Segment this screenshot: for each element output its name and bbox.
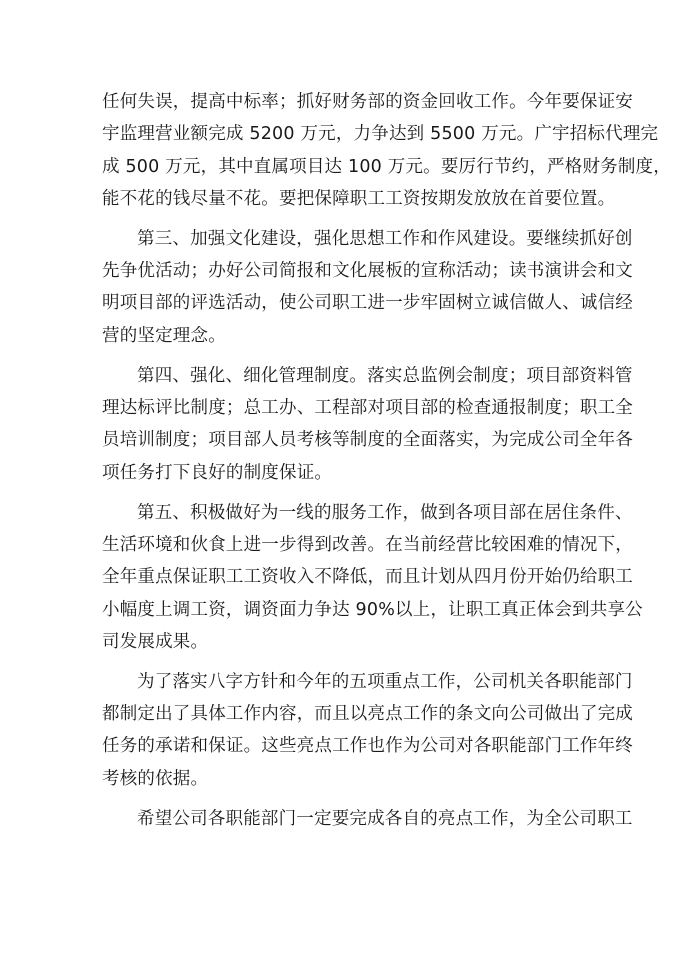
text-line: 成 500 万元，其中直属项目达 100 万元。要厉行节约，严格财务制度，	[102, 156, 671, 177]
text-line: 任务的承诺和保证。这些亮点工作也作为公司对各职能部门工作年终	[102, 736, 633, 757]
text-line: 能不花的钱尽量不花。要把保障职工工资按期发放放在首要位置。	[102, 188, 616, 209]
text-line: 生活环境和伙食上进一步得到改善。在当前经营比较困难的情况下，	[102, 534, 633, 555]
text-line: 司发展成果。	[102, 631, 209, 652]
text-line: 先争优活动；办好公司简报和文化展板的宣称活动；读书演讲会和文	[102, 261, 633, 282]
text-line: 员培训制度；项目部人员考核等制度的全面落实，为完成公司全年各	[102, 430, 633, 451]
text-line: 第五、积极做好为一线的服务工作，做到各项目部在居住条件、	[137, 502, 633, 523]
paragraph-frontline-service	[102, 497, 643, 658]
text-line: 任何失误，提高中标率；抓好财务部的资金回收工作。今年要保证安	[102, 92, 633, 112]
text-line: 项任务打下良好的制度保证。	[102, 462, 333, 483]
text-line: 希望公司各职能部门一定要完成各自的亮点工作，为全公司职工	[137, 808, 633, 829]
document-body	[102, 86, 671, 843]
paragraph-culture-building	[102, 223, 633, 352]
text-line: 第四、强化、细化管理制度。落实总监例会制度；项目部资料管	[137, 365, 633, 386]
text-line: 理达标评比制度；总工办、工程部对项目部的检查通报制度；职工全	[102, 398, 633, 419]
paragraph-finance-continuation	[102, 86, 671, 215]
text-line: 全年重点保证职工工资收入不降低，而且计划从四月份开始仍给职工	[102, 567, 633, 588]
text-line: 都制定出了具体工作内容，而且以亮点工作的条文向公司做出了完成	[102, 704, 633, 725]
text-line: 明项目部的评选活动，使公司职工进一步牢固树立诚信做人、诚信经	[102, 293, 633, 314]
text-line: 第三、加强文化建设，强化思想工作和作风建设。要继续抓好创	[137, 228, 633, 249]
text-line: 为了落实八字方针和今年的五项重点工作，公司机关各职能部门	[137, 671, 633, 692]
text-line: 小幅度上调工资，调资面力争达 90%以上，让职工真正体会到共享公	[102, 599, 643, 620]
text-line: 宇监理营业额完成 5200 万元，力争达到 5500 万元。广宇招标代理完	[102, 124, 659, 145]
paragraph-highlight-work	[102, 666, 633, 795]
paragraph-closing-hope	[102, 803, 633, 835]
paragraph-management-system	[102, 360, 633, 489]
text-line: 营的坚定理念。	[102, 325, 226, 346]
text-line: 考核的依据。	[102, 768, 209, 789]
